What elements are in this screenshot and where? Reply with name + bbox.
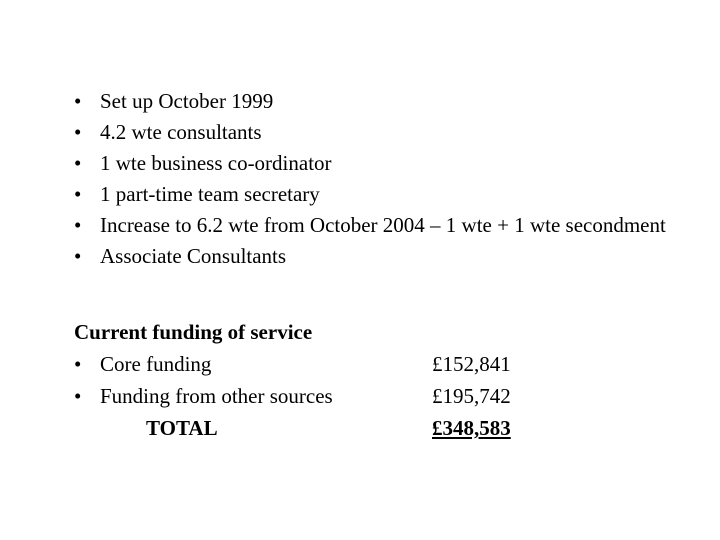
- funding-label: Core funding: [100, 352, 212, 376]
- bullet-dot: •: [74, 151, 82, 175]
- bullet-text: Set up October 1999: [100, 89, 274, 113]
- funding-amount: £152,841: [432, 352, 511, 376]
- funding-heading: Current funding of service: [74, 320, 313, 344]
- funding-row-core: [74, 348, 674, 380]
- bullet-item: [74, 117, 674, 148]
- bullet-text: 4.2 wte consultants: [100, 120, 262, 144]
- bullet-item: [74, 86, 674, 117]
- bullet-dot: •: [74, 213, 82, 237]
- service-bullet-list: [74, 86, 674, 272]
- total-amount: £348,583: [432, 416, 511, 440]
- bullet-dot: •: [74, 120, 82, 144]
- bullet-text: Increase to 6.2 wte from October 2004 – 1 wte + 1 wte secondment: [100, 213, 666, 237]
- bullet-item: [74, 179, 674, 210]
- bullet-item: [74, 210, 674, 241]
- bullet-dot: •: [74, 89, 82, 113]
- bullet-item: [74, 241, 674, 272]
- bullet-item: [74, 148, 674, 179]
- bullet-text: 1 part-time team secretary: [100, 182, 320, 206]
- funding-amount: £195,742: [432, 384, 511, 408]
- funding-section: [74, 316, 674, 444]
- funding-label: Funding from other sources: [100, 384, 333, 408]
- funding-total-row: [74, 412, 674, 444]
- bullet-dot: •: [74, 244, 82, 268]
- bullet-dot: •: [74, 352, 82, 376]
- total-label: TOTAL: [146, 416, 218, 440]
- bullet-text: Associate Consultants: [100, 244, 287, 268]
- funding-row-other: [74, 380, 674, 412]
- bullet-text: 1 wte business co-ordinator: [100, 151, 332, 175]
- bullet-dot: •: [74, 182, 82, 206]
- bullet-dot: •: [74, 384, 82, 408]
